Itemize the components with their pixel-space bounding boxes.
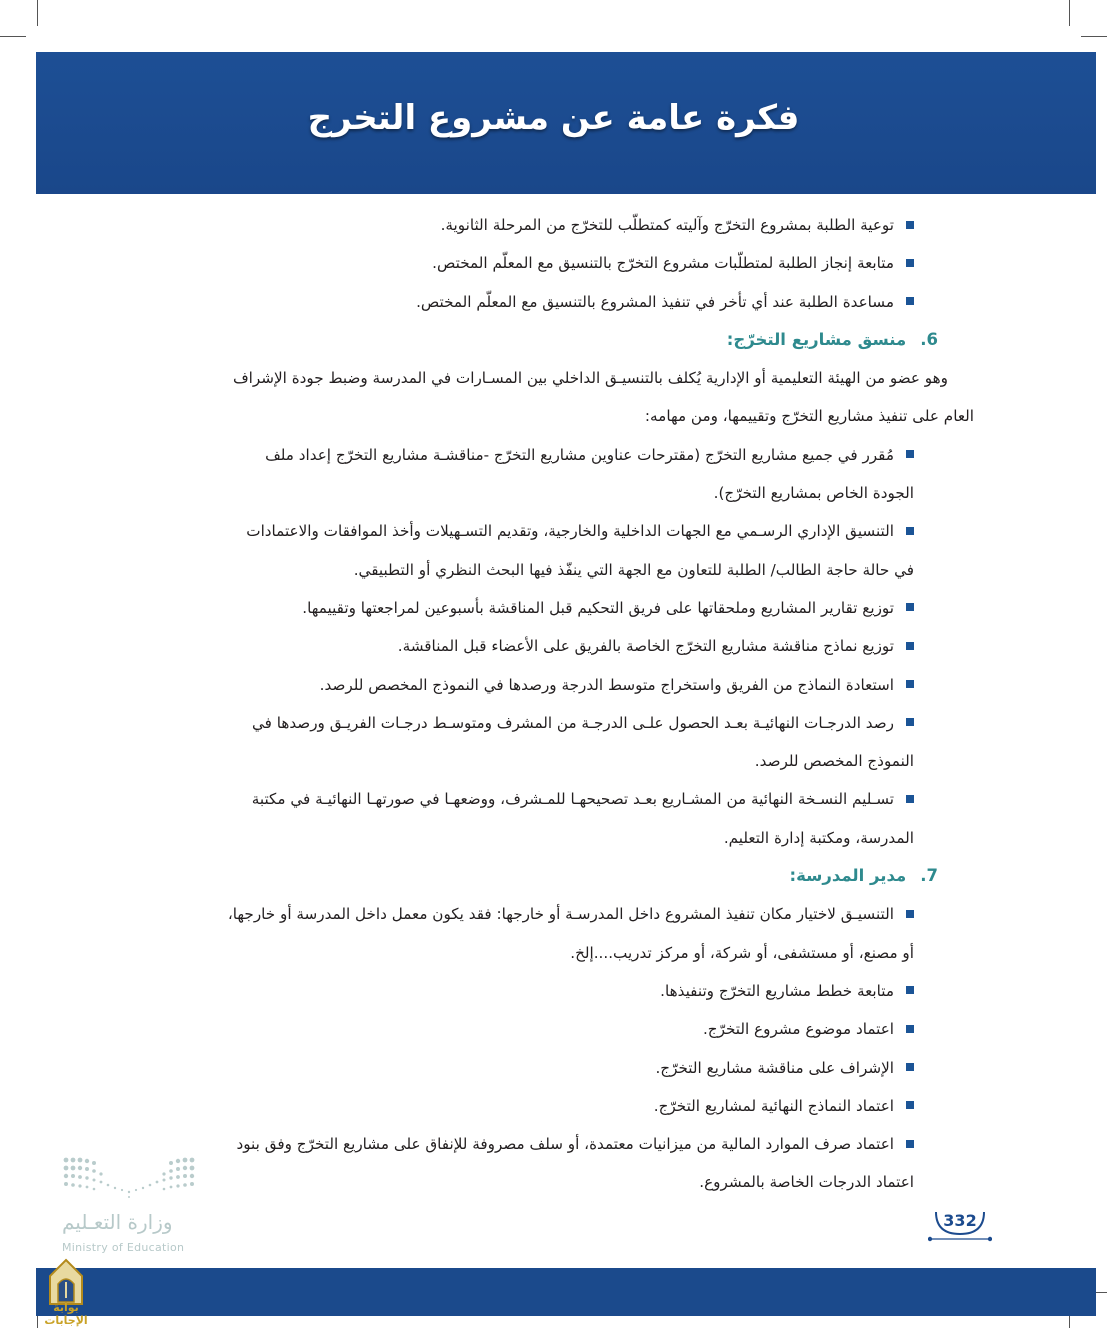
bullet-item — [146, 440, 974, 478]
text-line — [146, 746, 974, 784]
crop-mark — [37, 0, 38, 26]
bullet-square-icon — [906, 1025, 914, 1033]
footer-banner — [36, 1268, 1096, 1316]
line-text: أو مصنع، أو مستشفى، أو شركة، أو مركز تدريب....إلخ. — [570, 943, 914, 962]
bullet-square-icon — [906, 680, 914, 688]
line-text: مساعدة الطلبة عند أي تأخر في تنفيذ المشروع بالتنسيق مع المعلّم المختص. — [416, 292, 894, 311]
line-text: اعتماد الدرجات الخاصة بالمشروع. — [699, 1173, 914, 1192]
bullet-item — [146, 1091, 974, 1129]
text-line — [146, 823, 974, 861]
text-line — [146, 555, 974, 593]
page-number: 332 — [943, 1211, 977, 1230]
line-text: استعادة النماذج من الفريق واستخراج متوسط الدرجة ورصدها في النموذج المخصص للرصد. — [319, 675, 894, 694]
crop-mark — [0, 36, 26, 37]
line-text: اعتماد صرف الموارد المالية من ميزانيات معتمدة، أو سلف مصروفة للإنفاق على مشاريع التخرّج وفق بنود — [236, 1135, 894, 1154]
line-text: النموذج المخصص للرصد. — [754, 752, 914, 771]
line-text: التنسيـق لاختيار مكان تنفيذ المشروع داخل المدرسـة أو خارجها: فقد يكون معمل داخل المدرسة أو خارجها، — [227, 905, 894, 924]
line-text: توزيع تقارير المشاريع وملحقاتها على فريق التحكيم قبل المناقشة بأسبوعين لمراجعتها وتقييمها. — [302, 598, 894, 617]
bullet-square-icon — [906, 297, 914, 305]
bullet-item — [146, 593, 974, 631]
section-title: منسق مشاريع التخرّج: — [726, 329, 907, 349]
bullet-square-icon — [906, 1101, 914, 1109]
line-text: متابعة إنجاز الطلبة لمتطلّبات مشروع التخرّج بالتنسيق مع المعلّم المختص. — [432, 254, 894, 273]
bullet-item — [146, 1129, 974, 1167]
bullet-square-icon — [906, 527, 914, 535]
bullet-item — [146, 631, 974, 669]
section-heading — [146, 325, 974, 363]
line-text: متابعة خطط مشاريع التخرّج وتنفيذها. — [660, 981, 894, 1000]
ministry-name-en: Ministry of Education — [62, 1241, 185, 1254]
watermark-label: بوابة الإجابات — [44, 1301, 88, 1327]
bullet-item — [146, 976, 974, 1014]
text-line — [146, 1167, 974, 1205]
bullet-square-icon — [906, 221, 914, 229]
line-text: وهو عضو من الهيئة التعليمية أو الإدارية يُكلف بالتنسيـق الداخلي بين المسـارات في المدرسة وضبط جودة الإشراف — [232, 369, 948, 388]
bullet-square-icon — [906, 795, 914, 803]
line-text: اعتماد موضوع مشروع التخرّج. — [702, 1020, 894, 1039]
line-text: في حالة حاجة الطالب/ الطلبة للتعاون مع الجهة التي ينفّذ فيها البحث النظري أو التطبيقي. — [353, 560, 914, 579]
bullet-item — [146, 248, 974, 286]
bullet-item — [146, 784, 974, 822]
bullet-square-icon — [906, 642, 914, 650]
line-text: العام على تنفيذ مشاريع التخرّج وتقييمها، ومن مهامه: — [644, 407, 974, 426]
ministry-name-ar: وزارة التعـليم — [62, 1210, 173, 1234]
line-text: توعية الطلبة بمشروع التخرّج وآليته كمتطلّب للتخرّج من المرحلة الثانوية. — [440, 216, 894, 234]
bullet-square-icon — [906, 1063, 914, 1071]
section-heading — [146, 861, 974, 899]
line-text: الإشراف على مناقشة مشاريع التخرّج. — [655, 1058, 894, 1077]
bullet-item — [146, 1014, 974, 1052]
page-number-badge — [928, 1206, 992, 1244]
line-text: توزيع نماذج مناقشة مشاريع التخرّج الخاصة بالفريق على الأعضاء قبل المناقشة. — [397, 637, 894, 656]
line-text: الجودة الخاص بمشاريع التخرّج). — [713, 484, 914, 503]
line-text: تسـليم النسـخة النهائية من المشـاريع بعـد تصحيحهـا للمـشرف، ووضعهـا في صورتهـا النهائيـة في مكتبة — [251, 790, 894, 809]
bullet-item — [146, 210, 974, 248]
bullet-square-icon — [906, 718, 914, 726]
section-number: 6. — [920, 329, 938, 349]
bullet-square-icon — [906, 259, 914, 267]
section-number: 7. — [920, 866, 938, 886]
text-line — [146, 363, 974, 401]
text-line — [146, 478, 974, 516]
line-text: اعتماد النماذج النهائية لمشاريع التخرّج. — [653, 1096, 894, 1115]
line-text: مُقرر في جميع مشاريع التخرّج (مقترحات عناوين مشاريع التخرّج -مناقشـة مشاريع التخرّج إعداد ملف — [265, 445, 894, 464]
bullet-square-icon — [906, 1140, 914, 1148]
page-title: فكرة عامة عن مشروع التخرج — [307, 98, 800, 138]
crop-mark — [1081, 36, 1107, 37]
bullet-square-icon — [906, 603, 914, 611]
bullet-item — [146, 516, 974, 554]
document-body — [146, 210, 974, 1206]
crop-mark — [1069, 0, 1070, 26]
section-title: مدير المدرسة: — [789, 866, 907, 886]
bullet-square-icon — [906, 986, 914, 994]
text-line — [146, 938, 974, 976]
line-text: رصد الدرجـات النهائيـة بعـد الحصول علـى الدرجـة من المشرف ومتوسـط درجـات الفريـق ورصدها في — [251, 713, 894, 732]
text-line — [146, 401, 974, 439]
bullet-square-icon — [906, 910, 914, 918]
bullet-item — [146, 899, 974, 937]
bullet-item — [146, 287, 974, 325]
bullet-item — [146, 708, 974, 746]
bullet-square-icon — [906, 450, 914, 458]
bullet-item — [146, 670, 974, 708]
line-text: التنسيق الإداري الرسـمي مع الجهات الداخلية والخارجية، وتقديم التسـهيلات وأخذ الموافقات والاعتمادات — [246, 522, 894, 541]
bullet-item — [146, 1053, 974, 1091]
line-text: المدرسة، ومكتبة إدارة التعليم. — [723, 828, 914, 847]
